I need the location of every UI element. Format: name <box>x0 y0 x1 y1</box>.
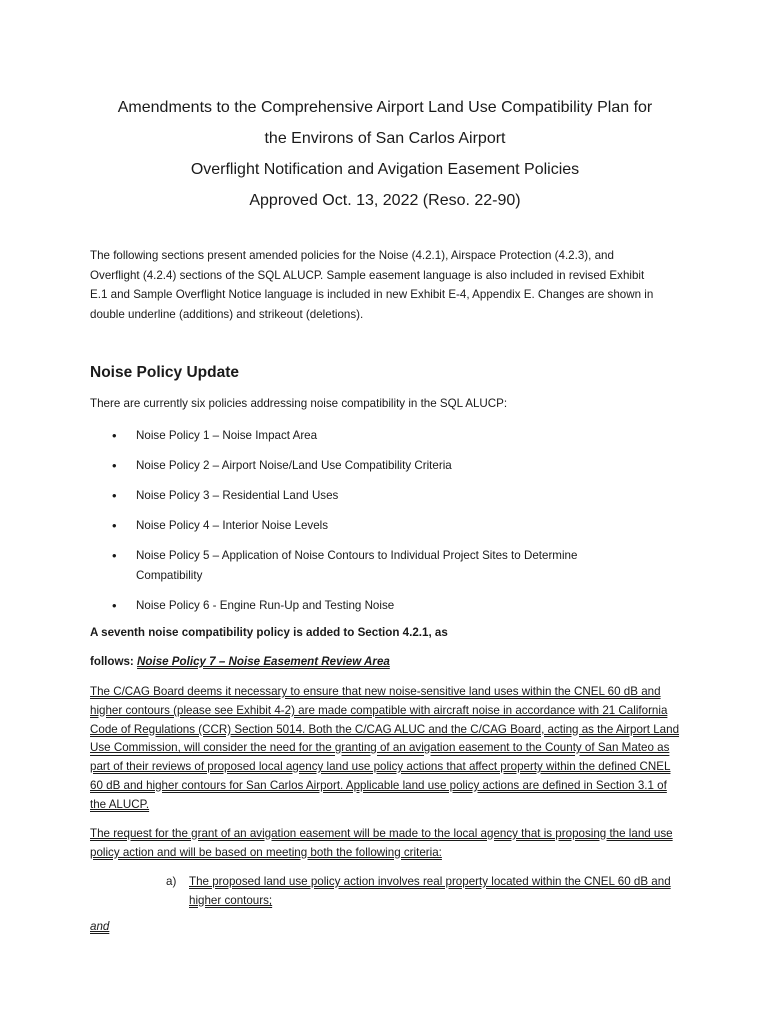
policy-item: • Noise Policy 4 – Interior Noise Levels <box>112 516 632 536</box>
and-connector: and <box>90 920 110 933</box>
title-line-1: Amendments to the Comprehensive Airport Land Use Compatibility Plan for <box>117 99 653 116</box>
criterion-a-marker: a) <box>166 875 177 888</box>
added-policy-prefix: follows: <box>90 655 138 668</box>
policy-item: • Noise Policy 5 – Application of Noise Contours to Individual Project Sites to Determine Compatibility <box>112 546 632 585</box>
policy-item: • Noise Policy 6 - Engine Run-Up and Testing Noise <box>112 596 632 616</box>
policy-list <box>112 426 632 626</box>
title-line-2: the Environs of San Carlos Airport <box>264 130 506 147</box>
intro-paragraph: The following sections present amended policies for the Noise (4.2.1), Airspace Protection (4.2.3), and Overflight (4.2.4) sections of the SQL ALUCP. Sample easement language is also included in revised Exhibit E.1 and Sample Overflight Notice language is included in new Exhibit E-4, Appendix E. Changes are shown in double underline (additions) and strikeout (deletions). <box>90 249 654 321</box>
document-title <box>0 92 770 216</box>
added-policy-line <box>90 655 390 668</box>
title-line-4: Approved Oct. 13, 2022 (Reso. 22-90) <box>249 192 521 209</box>
policy-item: • Noise Policy 1 – Noise Impact Area <box>112 426 632 446</box>
policy-item: • Noise Policy 3 – Residential Land Uses <box>112 486 632 506</box>
added-policy-intro: A seventh noise compatibility policy is added to Section 4.2.1, as <box>90 626 448 639</box>
criterion-a <box>166 872 686 910</box>
policy-7-paragraph-2: The request for the grant of an avigation easement will be made to the local agency that is proposing the land use policy action and will be based on meeting both the following criteria: <box>90 827 673 859</box>
policy-item: • Noise Policy 2 – Airport Noise/Land Use Compatibility Criteria <box>112 456 632 476</box>
added-policy-title: Noise Policy 7 – Noise Easement Review Area <box>137 655 390 668</box>
criterion-a-text: The proposed land use policy action involves real property located within the CNEL 60 dB and higher contours; <box>189 875 671 907</box>
title-line-3: Overflight Notification and Avigation Easement Policies <box>190 161 580 178</box>
policy-7-paragraph-1: The C/CAG Board deems it necessary to ensure that new noise-sensitive land uses within the CNEL 60 dB and higher contours (please see Exhibit 4-2) are made compatible with aircraft noise in accordance with 21 California Code of Regulations (CCR) Section 5014. Both the C/CAG ALUC and the C/CAG Board, acting as the Airport Land Use Commission, will consider the need for the granting of an avigation easement to the County of San Mateo as part of their reviews of proposed local agency land use policy actions that affect property within the defined CNEL 60 dB and higher contours for San Carlos Airport. Applicable land use policy actions are defined in Section 3.1 of the ALUCP. <box>90 685 680 811</box>
section-lead: There are currently six policies addressing noise compatibility in the SQL ALUCP: <box>90 397 508 410</box>
section-heading: Noise Policy Update <box>90 364 240 381</box>
